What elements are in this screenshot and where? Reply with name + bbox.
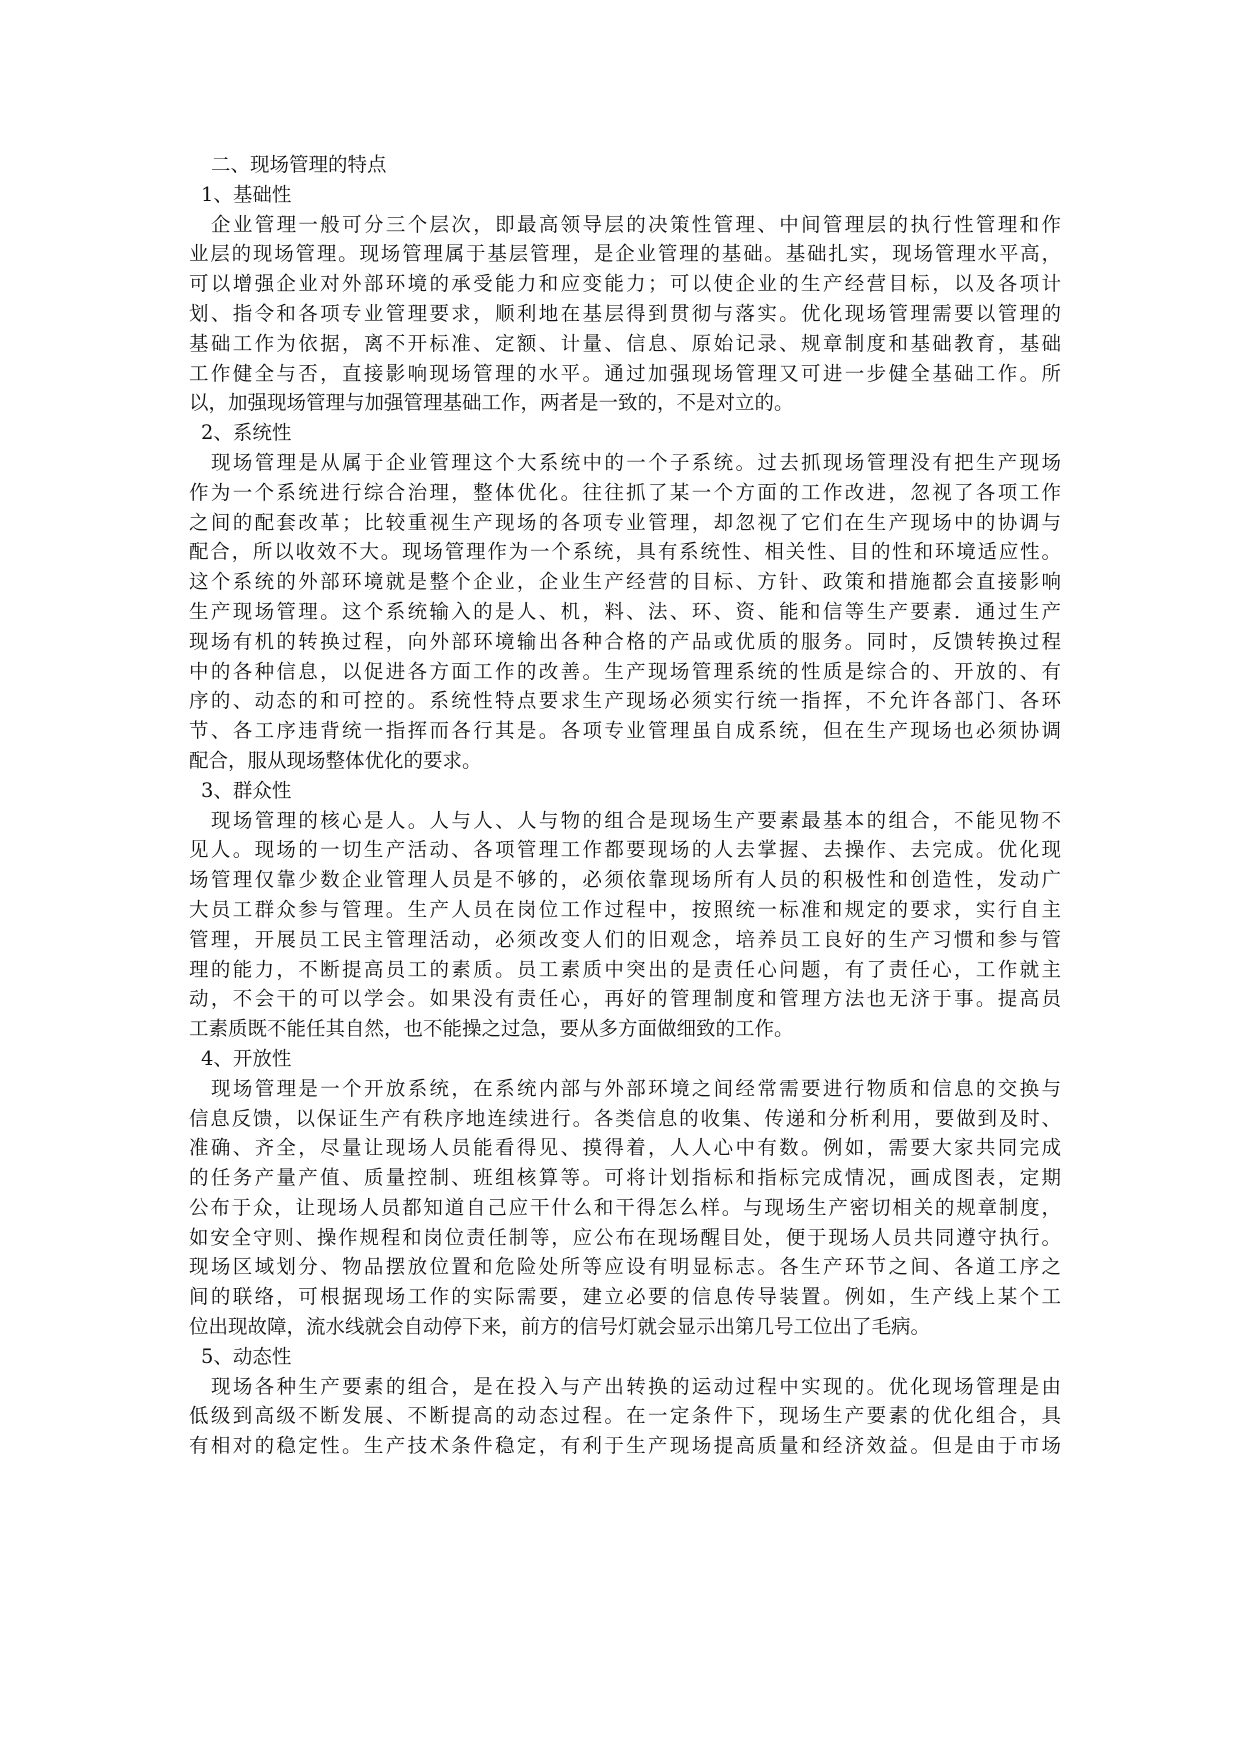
paragraph-line: 工作健全与否，直接影响现场管理的水平。通过加强现场管理又可进一步健全基础工作。所 [189, 361, 1061, 385]
paragraph-line: 以，加强现场管理与加强管理基础工作，两者是一致的，不是对立的。 [189, 391, 794, 415]
paragraph-line: 低级到高级不断发展、不断提高的动态过程。在一定条件下，现场生产要素的优化组合，具 [189, 1404, 1061, 1428]
section-title: 二、现场管理的特点 [211, 153, 387, 176]
paragraph-line: 基础工作为依据，离不开标准、定额、计量、信息、原始记录、规章制度和基础教育，基础 [189, 331, 1061, 355]
paragraph-line: 作为一个系统进行综合治理，整体优化。往往抓了某一个方面的工作改进，忽视了各项工作 [189, 480, 1061, 504]
heading-basic: 1、基础性 [201, 182, 292, 206]
paragraph-line: 现场有机的转换过程，向外部环境输出各种合格的产品或优质的服务。同时，反馈转换过程 [189, 629, 1061, 653]
paragraph-line: 可以增强企业对外部环境的承受能力和应变能力；可以使企业的生产经营目标，以及各项计 [189, 272, 1061, 296]
paragraph-line: 现场管理是从属于企业管理这个大系统中的一个子系统。过去抓现场管理没有把生产现场 [211, 450, 1061, 474]
heading-dynamic: 5、动态性 [201, 1344, 292, 1368]
paragraph-line: 管理，开展员工民主管理活动，必须改变人们的旧观念，培养员工良好的生产习惯和参与管 [189, 927, 1061, 951]
heading-mass: 3、群众性 [201, 778, 292, 802]
paragraph-line: 公布于众，让现场人员都知道自己应干什么和干得怎么样。与现场生产密切相关的规章制度， [189, 1195, 1061, 1219]
paragraph-line: 动，不会干的可以学会。如果没有责任心，再好的管理制度和管理方法也无济于事。提高员 [189, 987, 1061, 1011]
paragraph-line: 这个系统的外部环境就是整个企业，企业生产经营的目标、方针、政策和措施都会直接影响 [189, 570, 1061, 594]
paragraph-line: 间的联络，可根据现场工作的实际需要，建立必要的信息传导装置。例如，生产线上某个工 [189, 1285, 1061, 1309]
paragraph-line: 有相对的稳定性。生产技术条件稳定，有利于生产现场提高质量和经济效益。但是由于市场 [189, 1434, 1061, 1458]
paragraph-line: 准确、齐全，尽量让现场人员能看得见、摸得着，人人心中有数。例如，需要大家共同完成 [189, 1136, 1061, 1160]
paragraph-line: 生产现场管理。这个系统输入的是人、机，料、法、环、资、能和信等生产要素．通过生产 [189, 599, 1061, 623]
paragraph-line: 信息反馈，以保证生产有秩序地连续进行。各类信息的收集、传递和分析利用，要做到及时、 [189, 1106, 1061, 1130]
paragraph-line: 业层的现场管理。现场管理属于基层管理，是企业管理的基础。基础扎实，现场管理水平高， [189, 242, 1061, 266]
paragraph-line: 大员工群众参与管理。生产人员在岗位工作过程中，按照统一标准和规定的要求，实行自主 [189, 897, 1061, 921]
paragraph-line: 节、各工序违背统一指挥而各行其是。各项专业管理虽自成系统，但在生产现场也必须协调 [189, 719, 1061, 743]
paragraph-line: 的任务产量产值、质量控制、班组核算等。可将计划指标和指标完成情况，画成图表，定期 [189, 1166, 1061, 1190]
paragraph-line: 企业管理一般可分三个层次，即最高领导层的决策性管理、中间管理层的执行性管理和作 [211, 212, 1061, 236]
heading-open: 4、开放性 [201, 1046, 292, 1070]
paragraph-line: 现场区域划分、物品摆放位置和危险处所等应设有明显标志。各生产环节之间、各道工序之 [189, 1255, 1061, 1279]
paragraph-line: 工素质既不能任其自然，也不能操之过急，要从多方面做细致的工作。 [189, 1017, 794, 1041]
document-page [189, 150, 1061, 1461]
paragraph-line: 现场管理的核心是人。人与人、人与物的组合是现场生产要素最基本的组合，不能见物不 [211, 808, 1061, 832]
paragraph-line: 如安全守则、操作规程和岗位责任制等，应公布在现场醒目处，便于现场人员共同遵守执行。 [189, 1225, 1061, 1249]
paragraph-line: 理的能力，不断提高员工的素质。员工素质中突出的是责任心问题，有了责任心，工作就主 [189, 957, 1061, 981]
paragraph-line: 现场各种生产要素的组合，是在投入与产出转换的运动过程中实现的。优化现场管理是由 [211, 1374, 1061, 1398]
paragraph-line: 见人。现场的一切生产活动、各项管理工作都要现场的人去掌握、去操作、去完成。优化现 [189, 838, 1061, 862]
heading-systematic: 2、系统性 [201, 421, 292, 445]
paragraph-line: 现场管理是一个开放系统，在系统内部与外部环境之间经常需要进行物质和信息的交换与 [211, 1076, 1061, 1100]
paragraph-line: 中的各种信息，以促进各方面工作的改善。生产现场管理系统的性质是综合的、开放的、有 [189, 659, 1061, 683]
paragraph-line: 划、指令和各项专业管理要求，顺利地在基层得到贯彻与落实。优化现场管理需要以管理的 [189, 301, 1061, 325]
paragraph-line: 配合，服从现场整体优化的要求。 [189, 748, 482, 772]
paragraph-line: 之间的配套改革；比较重视生产现场的各项专业管理，却忽视了它们在生产现场中的协调与 [189, 510, 1061, 534]
paragraph-line: 场管理仅靠少数企业管理人员是不够的，必须依靠现场所有人员的积极性和创造性，发动广 [189, 868, 1061, 892]
paragraph-line: 序的、动态的和可控的。系统性特点要求生产现场必须实行统一指挥，不允许各部门、各环 [189, 689, 1061, 713]
paragraph-line: 位出现故障，流水线就会自动停下来，前方的信号灯就会显示出第几号工位出了毛病。 [189, 1315, 931, 1339]
paragraph-line: 配合，所以收效不大。现场管理作为一个系统，具有系统性、相关性、目的性和环境适应性。 [189, 540, 1061, 564]
